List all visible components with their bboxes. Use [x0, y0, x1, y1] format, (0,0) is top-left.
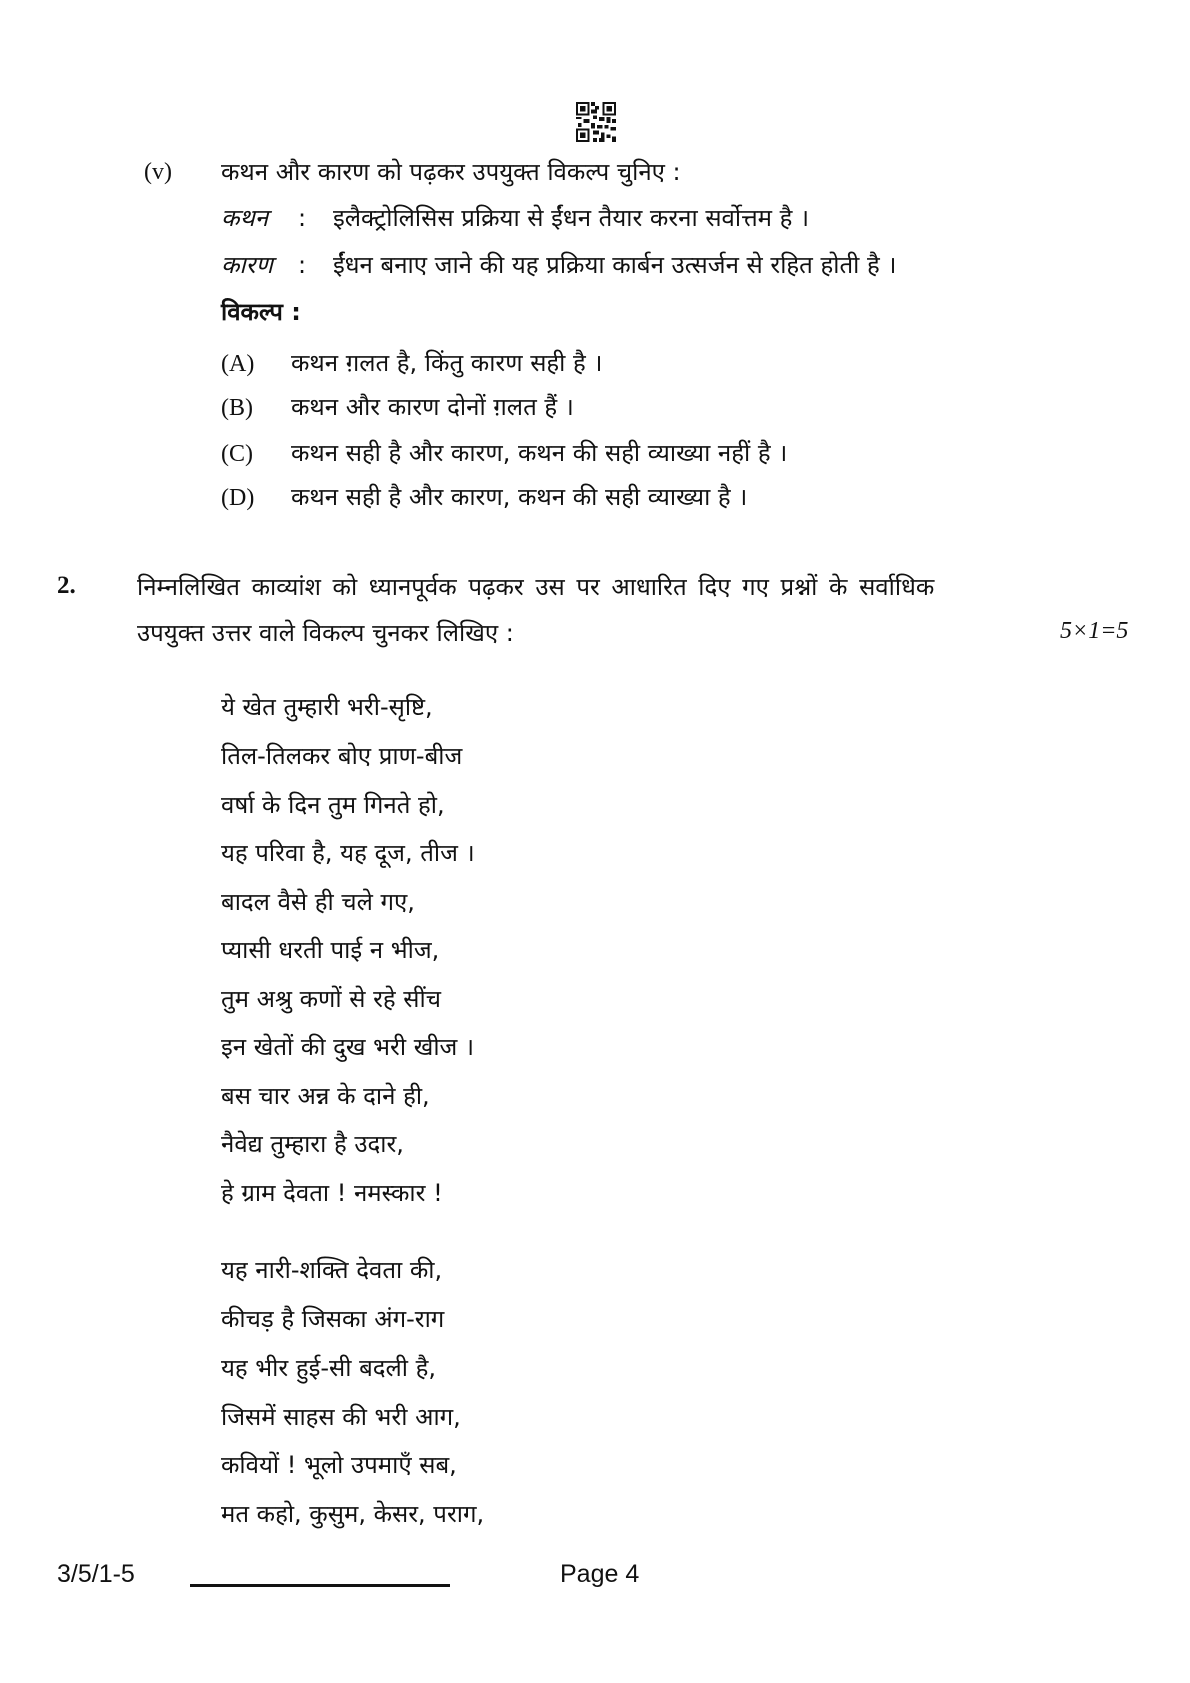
options-heading: विकल्प :	[221, 298, 301, 326]
assertion-separator: :	[298, 204, 307, 232]
poem-line: तिल-तिलकर बोए प्राण-बीज	[221, 742, 463, 770]
paper-code: 3/5/1-5	[57, 1560, 135, 1588]
option-a	[221, 348, 603, 379]
poem-line: यह नारी-शक्ति देवता की,	[221, 1256, 443, 1284]
option-key: (D)	[221, 485, 255, 511]
poem-line: तुम अश्रु कणों से रहे सींच	[221, 985, 441, 1013]
page-number: Page 4	[560, 1560, 640, 1588]
poem-line: जिसमें साहस की भरी आग,	[221, 1403, 461, 1431]
poem-line: हे ग्राम देवता ! नमस्कार !	[221, 1179, 443, 1207]
reason-text: ईंधन बनाए जाने की यह प्रक्रिया कार्बन उत्सर्जन से रहित होती है ।	[333, 251, 897, 279]
poem-line: प्यासी धरती पाई न भीज,	[221, 936, 440, 964]
option-text: कथन सही है और कारण, कथन की सही व्याख्या है ।	[291, 483, 748, 511]
poem-line: ये खेत तुम्हारी भरी-सृष्टि,	[221, 693, 433, 721]
poem-line: कवियों ! भूलो उपमाएँ सब,	[221, 1451, 457, 1479]
poem-line: मत कहो, कुसुम, केसर, पराग,	[221, 1500, 485, 1528]
option-text: कथन ग़लत है, किंतु कारण सही है ।	[291, 349, 603, 377]
question-instruction-line2: उपयुक्त उत्तर वाले विकल्प चुनकर लिखिए :	[137, 619, 514, 647]
poem-line: बादल वैसे ही चले गए,	[221, 888, 415, 916]
poem-line: इन खेतों की दुख भरी खीज ।	[221, 1033, 475, 1061]
subquestion-instruction: कथन और कारण को पढ़कर उपयुक्त विकल्प चुनिए :	[221, 158, 681, 186]
option-text: कथन और कारण दोनों ग़लत हैं ।	[291, 393, 574, 421]
footer-divider	[190, 1584, 450, 1587]
option-key: (B)	[221, 395, 253, 421]
poem-line: कीचड़ है जिसका अंग-राग	[221, 1305, 445, 1333]
assertion-label: कथन	[221, 204, 269, 232]
poem-line: बस चार अन्न के दाने ही,	[221, 1082, 430, 1110]
option-key: (A)	[221, 351, 255, 377]
marks-allocation: 5×1=5	[1060, 618, 1129, 644]
question-number: 2.	[57, 572, 76, 599]
option-key: (C)	[221, 441, 253, 467]
option-b	[221, 392, 574, 423]
poem-line: वर्षा के दिन तुम गिनते हो,	[221, 791, 445, 819]
option-d	[221, 482, 747, 513]
question-instruction-line1: निम्नलिखित काव्यांश को ध्यानपूर्वक पढ़कर उस पर आधारित दिए गए प्रश्नों के सर्वाधिक	[137, 573, 935, 601]
subquestion-label: (v)	[144, 159, 172, 185]
reason-separator: :	[298, 251, 307, 279]
option-text: कथन सही है और कारण, कथन की सही व्याख्या नहीं है ।	[291, 439, 788, 467]
assertion-text: इलैक्ट्रोलिसिस प्रक्रिया से ईंधन तैयार करना सर्वोत्तम है ।	[333, 204, 810, 232]
poem-line: नैवेद्य तुम्हारा है उदार,	[221, 1130, 404, 1158]
poem-line: यह भीर हुई-सी बदली है,	[221, 1354, 437, 1382]
poem-line: यह परिवा है, यह दूज, तीज ।	[221, 839, 475, 867]
option-c	[221, 438, 787, 469]
reason-label: कारण	[221, 251, 273, 279]
qr-code-icon	[576, 102, 616, 142]
